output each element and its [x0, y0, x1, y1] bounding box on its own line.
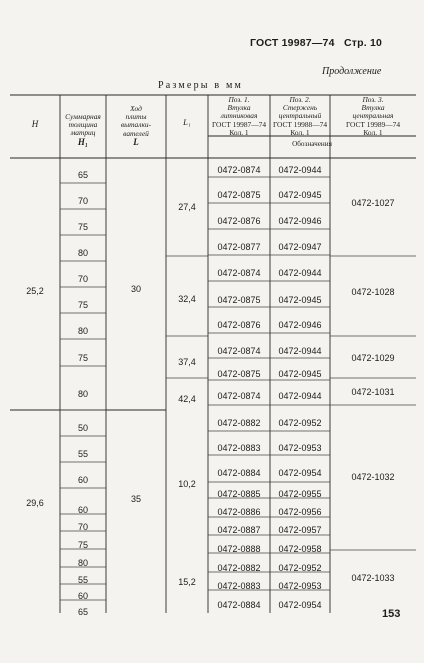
pos3-line-5: Кол. 1: [363, 127, 383, 137]
pos2-designation: 0472-0955: [278, 489, 322, 499]
pos2-line-5: Кол. 1: [290, 127, 310, 137]
stroke-line-1: Ход: [130, 104, 142, 113]
pos1-line-1: Поз. 1.: [228, 95, 250, 104]
summary-line-3: матриц: [70, 128, 96, 138]
pos2-line-4: ГОСТ 19988—74: [272, 119, 328, 129]
pos2-designation: 0472-0945: [278, 295, 322, 305]
pos3-designation: 0472-1033: [351, 573, 395, 583]
pos2-line-3: центральный: [278, 111, 322, 121]
h1-value: 70: [77, 196, 88, 206]
h1-value: 70: [77, 274, 88, 284]
pos1-designation: 0472-0876: [217, 320, 261, 330]
h-header: Н: [31, 119, 39, 129]
pos2-designation: 0472-0952: [278, 418, 322, 428]
pos2-header: [270, 96, 330, 137]
page-number: 153: [382, 608, 401, 620]
pos1-designation: 0472-0885: [217, 489, 261, 499]
stroke-line-2: плиты: [125, 112, 147, 122]
pos2-designation: 0472-0945: [278, 190, 322, 200]
pos1-line-3: литниковая: [220, 111, 258, 121]
pos1-designation: 0472-0884: [217, 468, 261, 478]
pos2-line-1: Поз. 2.: [289, 95, 311, 104]
pos1-designation: 0472-0887: [217, 525, 261, 535]
pos3-line-1: Поз. 3.: [362, 95, 384, 104]
h1-value: 60: [77, 475, 88, 485]
pos2-designation: 0472-0954: [278, 600, 322, 610]
h1-value: 60: [77, 505, 88, 515]
pos2-designation: 0472-0944: [278, 268, 322, 278]
pos2-designation: 0472-0956: [278, 507, 322, 517]
pos1-designation: 0472-0886: [217, 507, 261, 517]
h1-value: 80: [77, 558, 88, 568]
summary-symbol: Н₁: [77, 136, 89, 147]
l1-value: 37,4: [178, 357, 196, 367]
stroke-line-4: вателей: [123, 128, 149, 138]
pos1-designation: 0472-0874: [217, 268, 261, 278]
pos1-designation: 0472-0882: [217, 418, 261, 428]
pos2-designation: 0472-0958: [278, 544, 322, 554]
pos1-line-4: ГОСТ 19987—74: [211, 119, 267, 129]
h1-value: 75: [77, 353, 88, 363]
pos2-designation: 0472-0947: [278, 242, 322, 252]
pos1-designation: 0472-0888: [217, 544, 261, 554]
pos2-designation: 0472-0952: [278, 563, 322, 573]
standard-number: ГОСТ 19987—74: [250, 37, 335, 49]
pos1-header: [208, 96, 270, 137]
summary-thickness-header: [60, 113, 106, 146]
pos2-designation: 0472-0953: [278, 581, 322, 591]
continuation-label: Продолжение: [322, 66, 382, 77]
pos2-designation: 0472-0954: [278, 468, 322, 478]
pos3-designation: 0472-1028: [351, 287, 395, 297]
h1-value: 65: [77, 607, 88, 617]
pos1-designation: 0472-0884: [217, 600, 261, 610]
pos1-designation: 0472-0874: [217, 391, 261, 401]
l1-value: 15,2: [178, 577, 196, 587]
pos2-designation: 0472-0957: [278, 525, 322, 535]
pos1-designation: 0472-0883: [217, 443, 261, 453]
stroke-header: [106, 105, 166, 146]
pos1-designation: 0472-0875: [217, 190, 261, 200]
summary-line-2: толщина: [68, 120, 98, 130]
pos2-line-2: Стержень: [282, 103, 318, 113]
pos1-line-2: Втулка: [227, 103, 251, 113]
stroke-value: 35: [130, 494, 141, 504]
pos3-designation: 0472-1029: [351, 353, 395, 363]
pos3-designation: 0472-1031: [351, 387, 395, 397]
designation-header: Обозначения: [292, 140, 332, 148]
stroke-value: 30: [130, 284, 141, 294]
pos2-designation: 0472-0944: [278, 346, 322, 356]
page-label: Стр. 10: [343, 37, 383, 49]
pos1-line-5: Кол. 1: [229, 127, 249, 137]
h-value: 25,2: [26, 286, 44, 296]
summary-line-1: Суммарная: [65, 112, 101, 121]
l1-value: 42,4: [178, 394, 196, 404]
pos1-designation: 0472-0876: [217, 216, 261, 226]
pos1-designation: 0472-0874: [217, 165, 261, 175]
pos3-designation: 0472-1032: [351, 472, 395, 482]
l1-header: L₁: [183, 117, 191, 127]
pos2-designation: 0472-0944: [278, 391, 322, 401]
table-caption: Размеры в мм: [158, 80, 244, 91]
h1-value: 75: [77, 222, 88, 232]
pos2-designation: 0472-0945: [278, 369, 322, 379]
pos1-designation: 0472-0875: [217, 369, 261, 379]
pos3-line-4: ГОСТ 19989—74: [345, 119, 401, 129]
l1-value: 10,2: [178, 479, 196, 489]
pos2-designation: 0472-0946: [278, 216, 322, 226]
pos2-designation: 0472-0944: [278, 165, 322, 175]
pos1-designation: 0472-0877: [217, 242, 261, 252]
h1-value: 60: [77, 591, 88, 601]
l1-value: 32,4: [178, 294, 196, 304]
h1-value: 55: [77, 575, 88, 585]
h1-value: 80: [77, 326, 88, 336]
h1-value: 70: [77, 522, 88, 532]
pos3-line-2: Втулка: [361, 103, 385, 113]
h-value: 29,6: [26, 498, 44, 508]
h1-value: 75: [77, 540, 88, 550]
pos2-designation: 0472-0946: [278, 320, 322, 330]
stroke-line-3: выталки-: [120, 120, 152, 130]
h1-value: 55: [77, 449, 88, 459]
pos3-header: [330, 96, 416, 137]
pos1-designation: 0472-0882: [217, 563, 261, 573]
pos1-designation: 0472-0883: [217, 581, 261, 591]
pos1-designation: 0472-0875: [217, 295, 261, 305]
stroke-symbol: L: [133, 136, 139, 147]
pos3-designation: 0472-1027: [351, 198, 395, 208]
h1-value: 80: [77, 248, 88, 258]
pos3-line-3: центральная: [352, 111, 394, 121]
h1-value: 80: [77, 389, 88, 399]
pos2-designation: 0472-0953: [278, 443, 322, 453]
pos1-designation: 0472-0874: [217, 346, 261, 356]
h1-value: 65: [77, 170, 88, 180]
h1-value: 50: [77, 423, 88, 433]
h1-value: 75: [77, 300, 88, 310]
l1-value: 27,4: [178, 202, 196, 212]
